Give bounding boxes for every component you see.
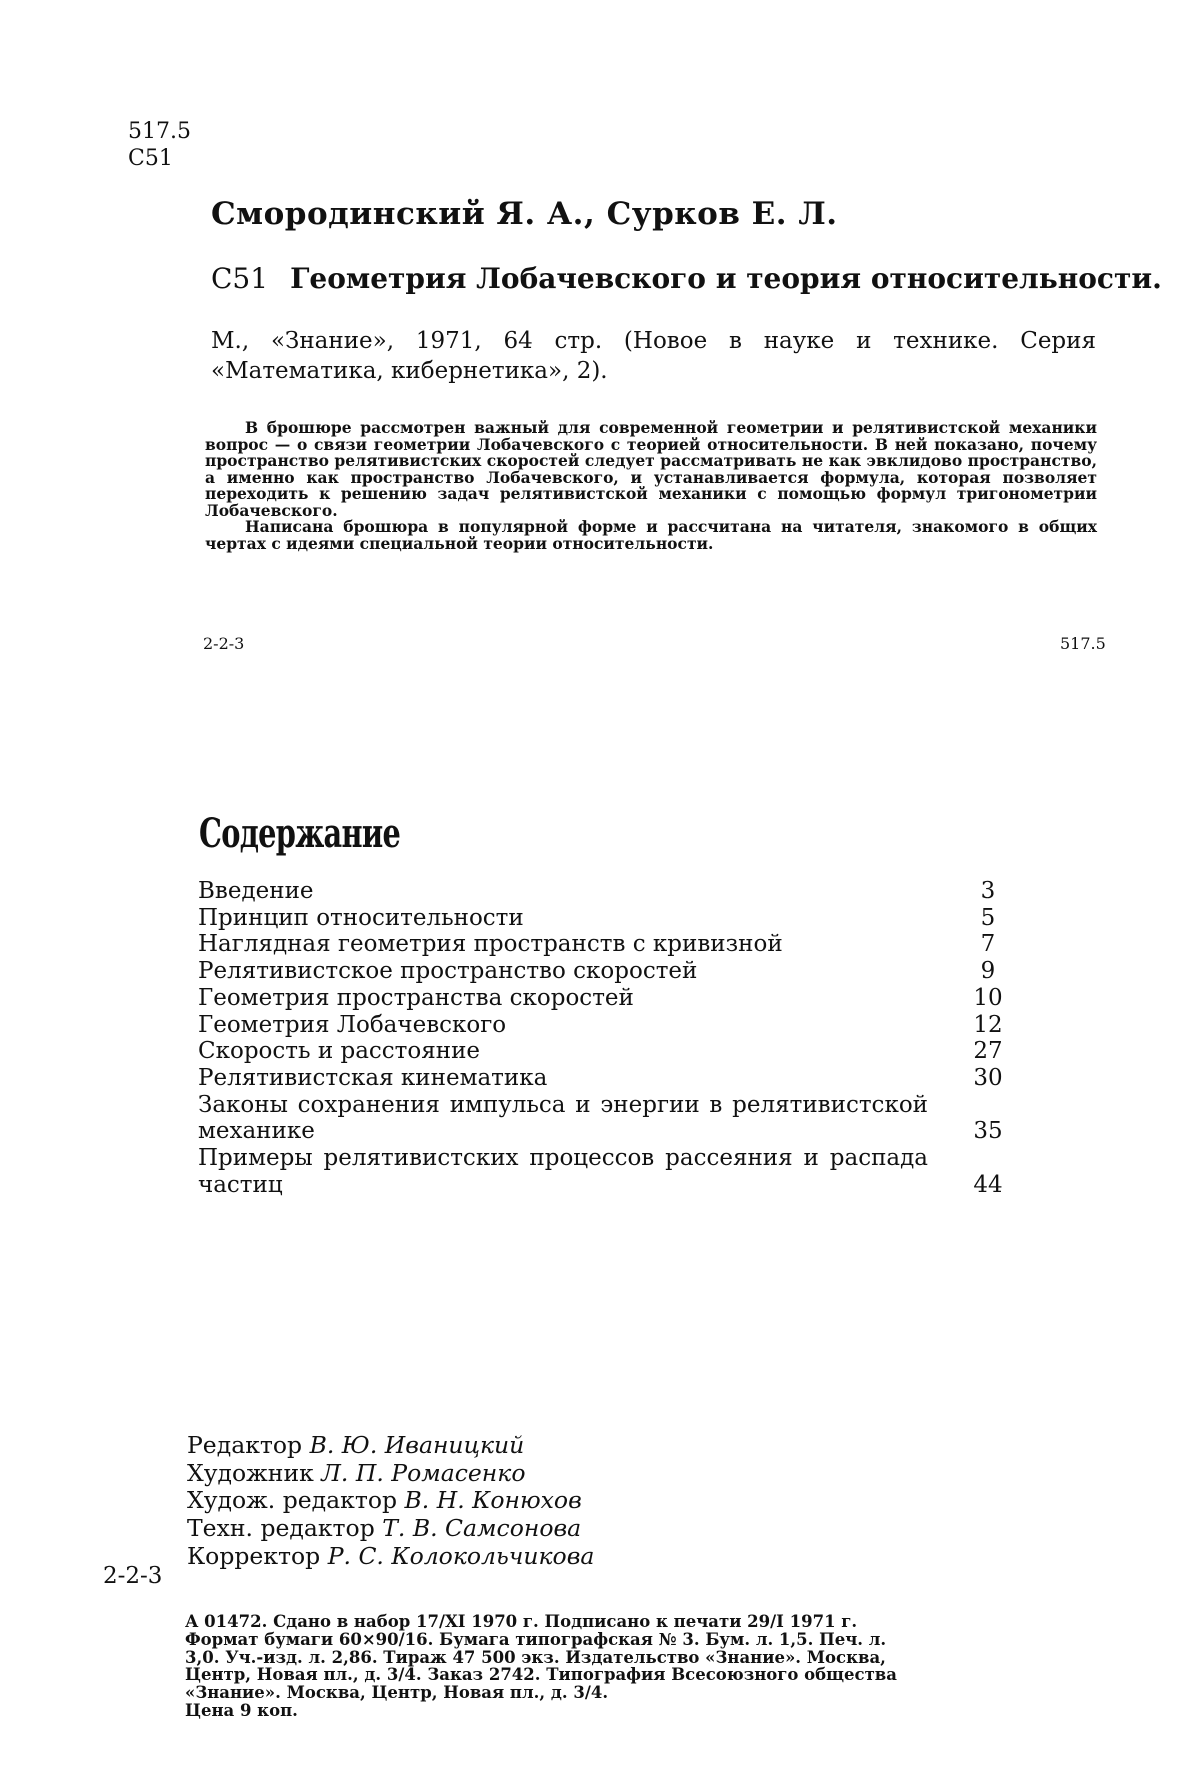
toc-item-title: Релятивистское пространство скоростей [198,958,698,985]
toc-item-page: 7 [980,931,996,958]
credit-line [187,1515,594,1543]
classification-code-left: 2-2-3 [203,634,245,653]
toc-item [198,878,1018,905]
toc-item-title: Принцип относительности [198,904,524,931]
toc-item-title: Наглядная геометрия пространств с кривизной [198,931,783,958]
toc-item-page: 5 [980,904,996,931]
imprint-line: Центр, Новая пл., д. 3/4. Заказ 2742. Типография Всесоюзного общества [185,1665,897,1685]
toc-item-title: Геометрия Лобачевского [198,1011,507,1038]
publication-info: М., «Знание», 1971, 64 стр. (Новое в науке и технике. Серия «Математика, кибернетика», 2). [211,328,1096,384]
toc-item-page: 44 [973,1171,1003,1198]
catalog-code: С51 [128,146,173,171]
toc-item-page: 3 [980,878,996,904]
udc-code: 517.5 [128,119,191,144]
toc-item [198,1012,1018,1039]
credit-role: Корректор [187,1541,321,1570]
credit-name: В. Н. Конюхов [404,1486,582,1515]
credit-line [187,1487,594,1515]
credit-name: В. Ю. Иваницкий [309,1431,525,1459]
credit-name: Р. С. Колокольчикова [327,1541,595,1570]
book-title-line [211,262,1162,295]
imprint [185,1613,995,1720]
imprint-line: А 01472. Сдано в набор 17/XI 1970 г. Подписано к печати 29/I 1971 г. [185,1612,858,1631]
toc-item [198,1092,1018,1145]
toc-item-title: Введение [198,878,314,904]
toc-item [198,1038,1018,1065]
credit-role: Редактор [187,1431,303,1459]
authors: Смородинский Я. А., Сурков Е. Л. [211,196,838,232]
table-of-contents [198,878,1018,1198]
toc-heading: Содержание [199,810,401,857]
toc-item-title: Скорость и расстояние [198,1038,481,1065]
toc-item-page: 10 [973,984,1003,1011]
imprint-price: Цена 9 коп. [185,1700,298,1720]
toc-item-page: 27 [973,1038,1003,1065]
toc-item-title: Законы сохранения импульса и энергии в релятивистской механике [198,1091,928,1145]
imprint-line: 3,0. Уч.-изд. л. 2,86. Тираж 47 500 экз. Издательство «Знание». Москва, [185,1647,886,1667]
credit-name: Т. В. Самсонова [382,1514,582,1543]
credit-line [187,1460,594,1488]
credits [187,1432,594,1571]
toc-item-title: Релятивистская кинематика [198,1064,548,1091]
credit-name: Л. П. Ромасенко [321,1458,526,1487]
toc-item-page: 35 [973,1118,1003,1145]
toc-item [198,905,1018,932]
toc-item-page: 12 [973,1011,1003,1038]
toc-item [198,1065,1018,1092]
credit-line [187,1543,594,1571]
toc-item [198,958,1018,985]
classification-code-bottom: 2-2-3 [103,1563,163,1589]
credit-line [187,1432,594,1460]
toc-item [198,985,1018,1012]
toc-item [198,931,1018,958]
book-title: Геометрия Лобачевского и теория относительности. [290,262,1162,295]
book-catalog-code: С51 [211,262,269,295]
toc-item-page: 9 [980,958,996,985]
abstract-paragraph: В брошюре рассмотрен важный для современной геометрии и релятивистской механики вопрос — о связи геометрии Лобачевского с теорией относительности. В ней показано, почему пространство релятивистских скоростей следует рассматривать не как эвклидово пространство, а именно как пространство Лобачевского, и устанавливается формула, которая позволяет переходить к решению задач релятивистской механики с помощью формул тригонометрии Лобачевского. [205,418,1097,520]
imprint-line: Формат бумаги 60×90/16. Бумага типографская № 3. Бум. л. 1,5. Печ. л. [185,1629,887,1649]
credit-role: Худож. редактор [187,1486,398,1515]
abstract [205,420,1097,552]
classification-code-right: 517.5 [1060,634,1106,653]
toc-item-title: Геометрия пространства скоростей [198,984,634,1011]
credit-role: Художник [187,1458,314,1487]
toc-item [198,1145,1018,1198]
credit-role: Техн. редактор [187,1514,375,1543]
toc-item-title: Примеры релятивистских процессов рассеяния и распада частиц [198,1145,928,1198]
udc-block [128,118,191,172]
abstract-paragraph: Написана брошюра в популярной форме и рассчитана на читателя, знакомого в общих чертах с идеями специальной теории относительности. [205,517,1097,553]
toc-item-page: 30 [973,1064,1003,1091]
imprint-line: «Знание». Москва, Центр, Новая пл., д. 3/4. [185,1683,609,1703]
